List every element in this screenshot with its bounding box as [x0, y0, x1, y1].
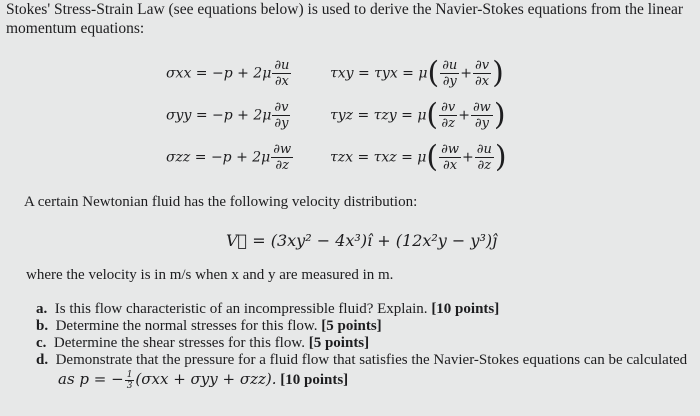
frac-den: ∂x [274, 74, 289, 89]
frac-den: 3 [126, 381, 133, 392]
frac-num: ∂u [274, 58, 290, 73]
shear-stress-xy: τxy = τyx = μ( $\frac{\partial u}{\partial y}$ + $\frac{\partial v}{\partial x}$ ) [330, 55, 504, 91]
frac-den: ∂z [441, 116, 455, 131]
frac-num: ∂u [476, 142, 492, 157]
question-text: Determine the shear stresses for this flow. [53, 335, 305, 351]
velocity-units-note: where the velocity is in m/s when x and y are measured in m. [26, 267, 394, 283]
frac-den: ∂x [443, 158, 458, 173]
fraction [440, 58, 459, 89]
frac-num: ∂v [475, 58, 490, 73]
frac-den: ∂z [275, 158, 289, 173]
frac-den: ∂x [475, 74, 490, 89]
normal-stress-yy [166, 100, 291, 131]
frac-den: ∂y [442, 74, 457, 89]
shear-stress-lhs: τyz = τzy = μ [330, 107, 427, 124]
normal-stress-lhs: σxx = −p + 2μ [166, 65, 272, 82]
question-label: a. [36, 301, 48, 317]
frac-num: ∂v [274, 100, 289, 115]
question-d [36, 352, 687, 369]
frac-num: ∂u [442, 58, 458, 73]
fraction [471, 100, 493, 131]
normal-stress-zz [166, 142, 294, 173]
frac-num: ∂w [273, 142, 292, 157]
question-text: Is this flow characteristic of an incompressible fluid? Explain. [54, 301, 428, 317]
question-label: b. [36, 318, 49, 334]
normal-stress-xx [166, 58, 292, 89]
frac-num: ∂w [472, 100, 491, 115]
frac-num: ∂v [441, 100, 456, 115]
shear-stress-zx: τzx = τxz = μ( $\frac{\partial w}{\partial x}$ + $\frac{\partial u}{\partial z}$ ) [330, 139, 507, 175]
frac-num: 1 [126, 370, 133, 381]
shear-stress-yz: τyz = τzy = μ( $\frac{\partial v}{\partial z}$ + $\frac{\partial w}{\partial y}$ ) [330, 97, 506, 133]
question-points: [5 points] [321, 318, 382, 334]
frac-den: ∂y [274, 116, 289, 131]
intro-line-1: Stokes' Stress-Strain Law (see equations below) is used to derive the Navier-Stokes equations from the linear [6, 1, 683, 18]
frac-num: ∂w [441, 142, 459, 157]
intro-line-2: momentum equations: [6, 20, 145, 37]
fraction [439, 142, 461, 173]
question-text: Determine the normal stresses for this flow. [55, 318, 318, 334]
frac-den: ∂z [477, 158, 492, 173]
frac-den: ∂y [474, 116, 489, 131]
question-points: [5 points] [308, 335, 370, 351]
question-points: [10 points] [280, 372, 349, 388]
velocity-equation: V⃗ = (3xy² − 4x³)î + (12x²y − y³)ĵ [226, 231, 498, 250]
shear-stress-lhs: τxy = τyx = μ [330, 65, 428, 82]
pressure-sum: (σxx + σyy + σzz). [135, 370, 277, 388]
fraction [475, 142, 494, 173]
question-a [36, 301, 499, 318]
question-text: Demonstrate that the pressure for a fluid flow that satisfies the Navier-Stokes equations can be calculated [55, 352, 688, 368]
normal-stress-lhs: σzz = −p + 2μ [166, 149, 271, 166]
fraction [272, 58, 291, 89]
normal-stress-lhs: σyy = −p + 2μ [166, 107, 272, 124]
fraction [272, 100, 290, 131]
shear-stress-lhs: τzx = τxz = μ [330, 149, 427, 166]
question-d-formula [58, 370, 348, 391]
fraction [271, 142, 293, 173]
question-c [36, 335, 369, 352]
fluid-description: A certain Newtonian fluid has the following velocity distribution: [24, 194, 418, 210]
pressure-prefix: as p = − [58, 370, 124, 388]
question-b [36, 318, 382, 335]
fraction [439, 100, 457, 131]
fraction [125, 370, 135, 391]
fraction [473, 58, 491, 89]
question-points: [10 points] [431, 301, 500, 317]
question-label: d. [36, 352, 49, 368]
question-label: c. [36, 335, 47, 351]
